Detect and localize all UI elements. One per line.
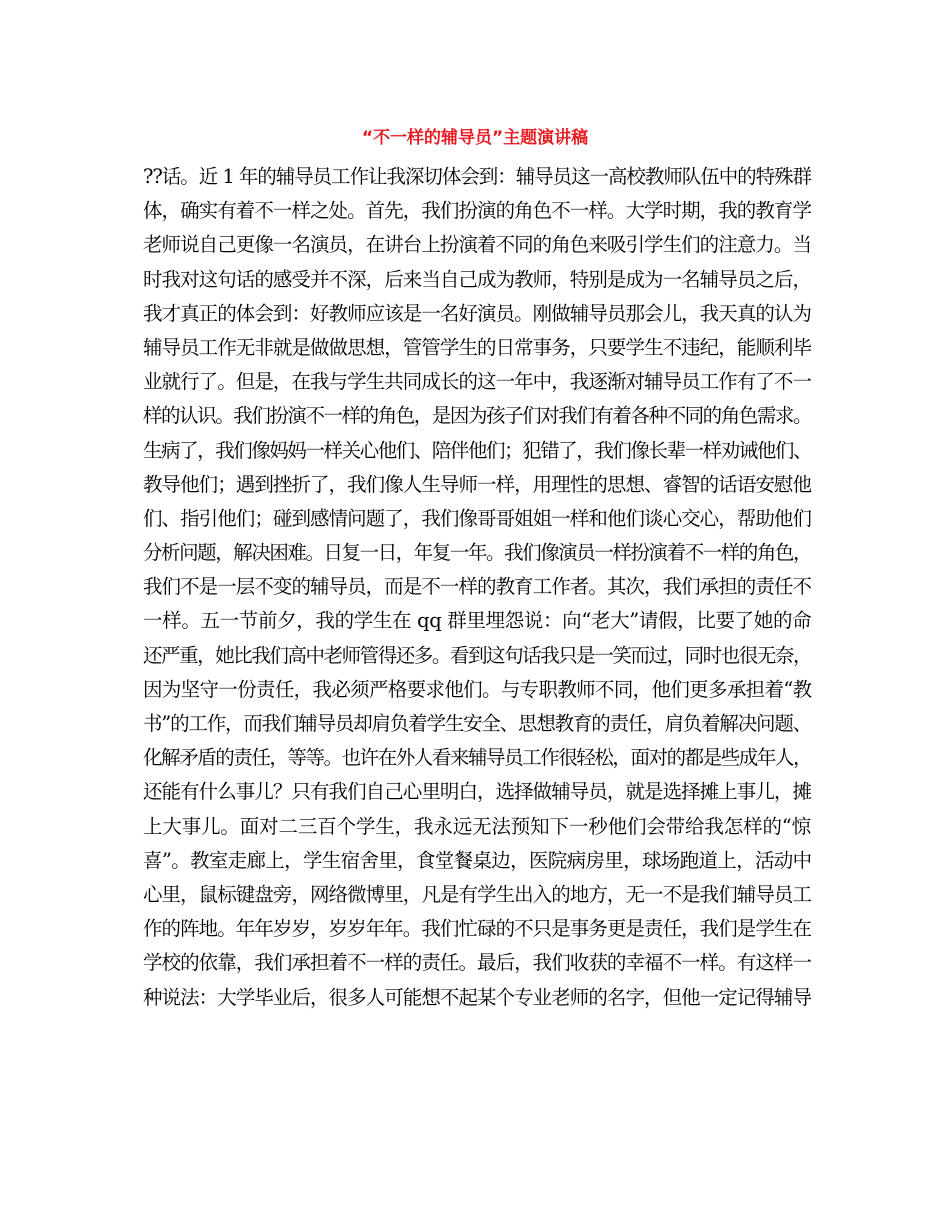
body-line: 化解矛盾的责任，等等。也许在外人看来辅导员工作很轻松，面对的都是些成年人， <box>143 746 811 770</box>
body-line: 老师说自己更像一名演员，在讲台上扮演着不同的角色来吸引学生们的注意力。当 <box>143 233 812 257</box>
body-line: 心里，鼠标键盘旁，网络微博里，凡是有学生出入的地方，无一不是我们辅导员工 <box>143 882 812 906</box>
body-line: 我才真正的体会到：好教师应该是一名好演员。刚做辅导员那会儿，我天真的认为 <box>143 301 812 325</box>
body-line: 还能有什么事儿？只有我们自己心里明白，选择做辅导员，就是选择摊上事儿，摊 <box>143 780 812 804</box>
body-line: 体，确实有着不一样之处。首先，我们扮演的角色不一样。大学时期，我的教育学 <box>143 199 812 223</box>
body-line: 还严重，她比我们高中老师管得还多。看到这句话我只是一笑而过，同时也很无奈， <box>143 643 811 667</box>
body-line: 喜”。教室走廊上，学生宿舍里，食堂餐桌边，医院病房里，球场跑道上，活动中 <box>143 848 812 872</box>
body-line: 业就行了。但是，在我与学生共同成长的这一年中，我逐渐对辅导员工作有了不一 <box>143 370 812 394</box>
body-line: 书”的工作，而我们辅导员却肩负着学生安全、思想教育的责任，肩负着解决问题、 <box>143 712 811 735</box>
body-line: 分析问题，解决困难。日复一日，年复一年。我们像演员一样扮演着不一样的角色， <box>143 541 811 565</box>
body-line: 样的认识。我们扮演不一样的角色，是因为孩子们对我们有着各种不同的角色需求。 <box>143 404 811 428</box>
body-line: 作的阵地。年年岁岁，岁岁年年。我们忙碌的不只是事务更是责任，我们是学生在 <box>143 917 812 941</box>
body-line: 一样。五一节前夕，我的学生在 qq 群里埋怨说：向“老大”请假，比要了她的命 <box>143 609 812 633</box>
document-title: “不一样的辅导员”主题演讲稿 <box>361 128 589 148</box>
body-line: 教导他们；遇到挫折了，我们像人生导师一样，用理性的思想、睿智的话语安慰他 <box>143 472 812 496</box>
document-body <box>143 160 811 1015</box>
body-line: 上大事儿。面对二三百个学生，我永远无法预知下一秒他们会带给我怎样的“惊 <box>143 814 811 838</box>
body-line: 学校的依靠，我们承担着不一样的责任。最后，我们收获的幸福不一样。有这样一 <box>143 951 812 975</box>
body-line: 生病了，我们像妈妈一样关心他们、陪伴他们；犯错了，我们像长辈一样劝诫他们、 <box>143 438 811 462</box>
body-line: ??话。近 1 年的辅导员工作让我深切体会到：辅导员这一高校教师队伍中的特殊群 <box>143 165 811 188</box>
body-line: 辅导员工作无非就是做做思想，管管学生的日常事务，只要学生不违纪，能顺利毕 <box>143 335 812 359</box>
body-line: 时我对这句话的感受并不深，后来当自己成为教师，特别是成为一名辅导员之后， <box>143 267 812 291</box>
body-line: 因为坚守一份责任，我必须严格要求他们。与专职教师不同，他们更多承担着“教 <box>143 677 812 701</box>
body-line: 种说法：大学毕业后，很多人可能想不起某个专业老师的名字，但他一定记得辅导 <box>143 985 812 1009</box>
body-line: 我们不是一层不变的辅导员，而是不一样的教育工作者。其次，我们承担的责任不 <box>143 575 812 599</box>
body-line: 们、指引他们；碰到感情问题了，我们像哥哥姐姐一样和他们谈心交心，帮助他们 <box>143 506 812 530</box>
